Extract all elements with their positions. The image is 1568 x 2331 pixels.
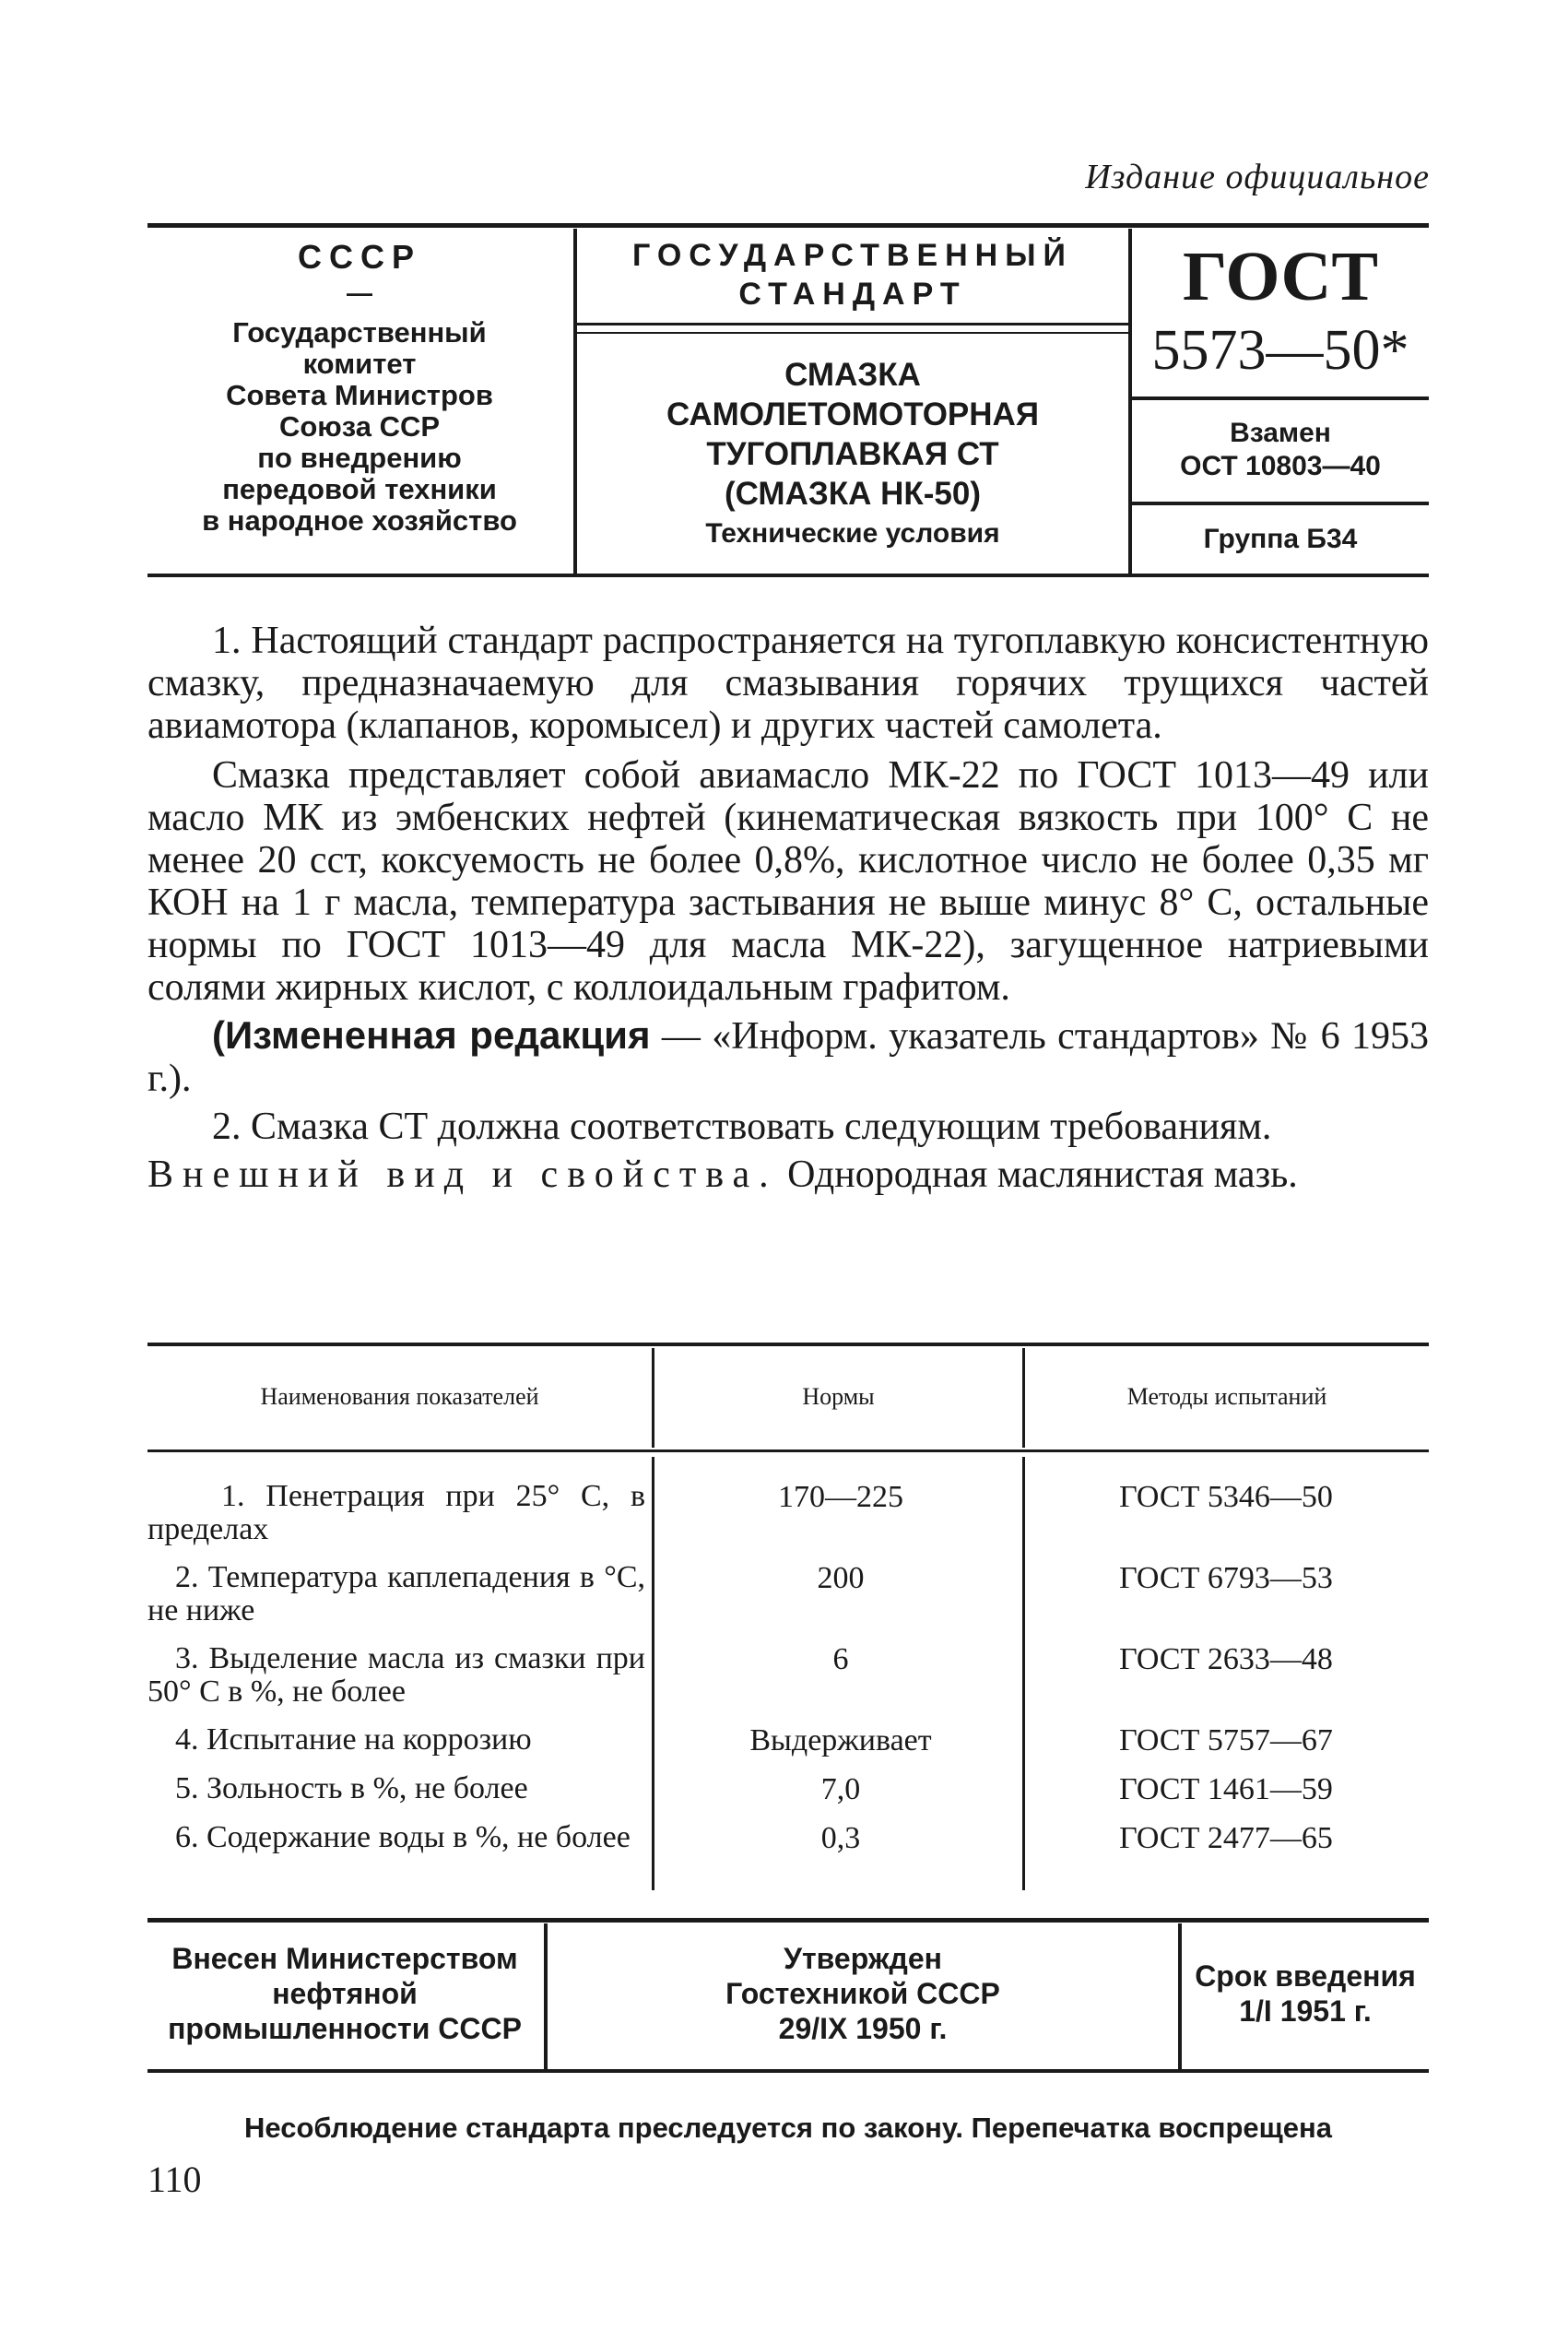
subtitle: Технические условия [705, 518, 1000, 549]
group-label: Группа Б34 [1203, 524, 1358, 554]
title-line: ТУГОПЛАВКАЯ СТ [706, 436, 999, 472]
paragraph-1: 1. Настоящий стандарт распространяется на тугоплавкую консистентную смазку, предназначаемую для смазывания горячих трущихся частей авиамотора (клапанов, коромысел) и других частей самолета. [147, 620, 1429, 747]
committee-line: комитет [302, 348, 417, 380]
table-row-norm: Выдерживает [749, 1723, 932, 1757]
table-row-name: 6. Содержание воды в %, не более [175, 1820, 631, 1854]
col-header-norm: Нормы [802, 1383, 875, 1410]
header-right-rule-2 [1132, 502, 1429, 505]
header-middle-rule [577, 323, 1128, 325]
header-left-cell [147, 238, 572, 537]
committee-line: Союза ССР [278, 410, 441, 443]
approved-line: 29/IX 1950 г. [778, 2012, 948, 2045]
edition-label: Издание официальное [1085, 158, 1430, 196]
gost-label: ГОСТ [1182, 238, 1379, 315]
approved-line: Утвержден [784, 1942, 942, 1975]
table-row-method: ГОСТ 1461—59 [1119, 1772, 1333, 1806]
paragraph-2: Смазка представляет собой авиамасло МК-22 по ГОСТ 1013—49 или масло МК из эмбенских нефтей (кинематическая вязкость при 100° С не менее 20 сст, коксуемость не более 0,8%, кислотное число не более 0,35 мг КОН на 1 г масла, температура застывания не выше минус 8° С, остальные нормы по ГОСТ 1013—49 для масла МК-22), загущенное натриевыми солями жирных кислот, с коллоидальным графитом. [147, 754, 1429, 1009]
title-line: (СМАЗКА НК-50) [724, 476, 982, 512]
committee-line: Совета Министров [226, 379, 493, 411]
table-row-norm: 200 [817, 1561, 865, 1595]
appearance-label: Внешний вид и свойства. [147, 1154, 778, 1196]
standard-type-line: ГОСУДАРСТВЕННЫЙ [632, 238, 1073, 273]
effective-date [1182, 1958, 1429, 2029]
legal-notice: Несоблюдение стандарта преследуется по закону. Перепечатка воспрещена [243, 2112, 1333, 2144]
header-right-rule-1 [1132, 396, 1429, 400]
committee-line: передовой техники [222, 473, 497, 505]
footer-bottom-rule [147, 2069, 1429, 2073]
replaces-block [1132, 417, 1429, 483]
table-row-method: ГОСТ 5757—67 [1119, 1723, 1333, 1757]
table-row-method: ГОСТ 5346—50 [1119, 1480, 1333, 1514]
introduced-by [147, 1941, 542, 2046]
table-header-rule [147, 1449, 1429, 1452]
standard-type-line: СТАНДАРТ [738, 277, 967, 312]
table-row-name: 4. Испытание на коррозию [175, 1722, 532, 1757]
country-label: СССР [297, 238, 421, 276]
approved-line: Гостехникой СССР [725, 1977, 1000, 2010]
title-line: САМОЛЕТОМОТОРНАЯ [666, 396, 1039, 432]
header-middle-rule-2 [577, 332, 1128, 334]
committee-block [147, 317, 572, 537]
header-middle-top [577, 236, 1128, 314]
table-row-name: 2. Температура каплепадения в °С, не ниже [147, 1560, 645, 1627]
table-row-method: ГОСТ 6793—53 [1119, 1561, 1333, 1595]
committee-line: по внедрению [257, 442, 462, 474]
header-top-rule [147, 223, 1429, 228]
table-row-method: ГОСТ 2477—65 [1119, 1821, 1333, 1855]
introduced-line: нефтяной [272, 1977, 418, 2010]
table-row-norm: 0,3 [820, 1821, 861, 1855]
replaces-value: ОСТ 10803—40 [1180, 451, 1381, 481]
table-row-name: 5. Зольность в %, не более [175, 1771, 528, 1805]
header-bottom-rule [147, 574, 1429, 577]
appearance-text: Однородная маслянистая мазь. [777, 1154, 1298, 1196]
table-row-norm: 7,0 [820, 1772, 861, 1806]
header-middle-bottom [577, 355, 1128, 553]
footer-top-rule [147, 1918, 1429, 1923]
gost-number: 5573—50* [1151, 319, 1409, 382]
title-line: СМАЗКА [784, 357, 921, 393]
paragraph-4: 2. Смазка СТ должна соответствовать следующим требованиям. [212, 1106, 1272, 1148]
table-row-name: 3. Выделение масла из смазки при 50° С в %, не более [147, 1641, 645, 1709]
col-header-name: Наименования показателей [260, 1383, 539, 1410]
effective-line: Срок введения [1195, 1959, 1416, 1993]
approved-by [548, 1941, 1178, 2046]
committee-line: Государственный [232, 316, 487, 349]
table-row-norm: 6 [832, 1642, 849, 1676]
amended-ref: — «Информ. указатель стандартов» № 6 1953 г.). [147, 1015, 1429, 1100]
introduced-line: Внесен Министерством [171, 1942, 518, 1975]
page-number: 110 [147, 2159, 202, 2200]
amended-label: (Измененная редакция [212, 1013, 651, 1057]
committee-line: в народное хозяйство [202, 504, 517, 537]
table-row-method: ГОСТ 2633—48 [1119, 1642, 1333, 1676]
table-row-norm: 170—225 [778, 1480, 903, 1514]
replaces-label: Взамен [1230, 418, 1331, 448]
paragraph-5 [147, 1154, 1429, 1196]
effective-line: 1/I 1951 г. [1239, 1994, 1372, 2028]
col-header-method: Методы испытаний [1126, 1383, 1327, 1410]
introduced-line: промышленности СССР [168, 2012, 522, 2045]
table-top-rule [147, 1343, 1429, 1346]
body-text [147, 620, 1429, 1196]
table-divider-1-body [652, 1457, 654, 1890]
paragraph-3 [147, 1014, 1429, 1100]
table-row-name: 1. Пенетрация при 25° С, в пределах [147, 1479, 645, 1546]
dash: — [347, 278, 372, 307]
